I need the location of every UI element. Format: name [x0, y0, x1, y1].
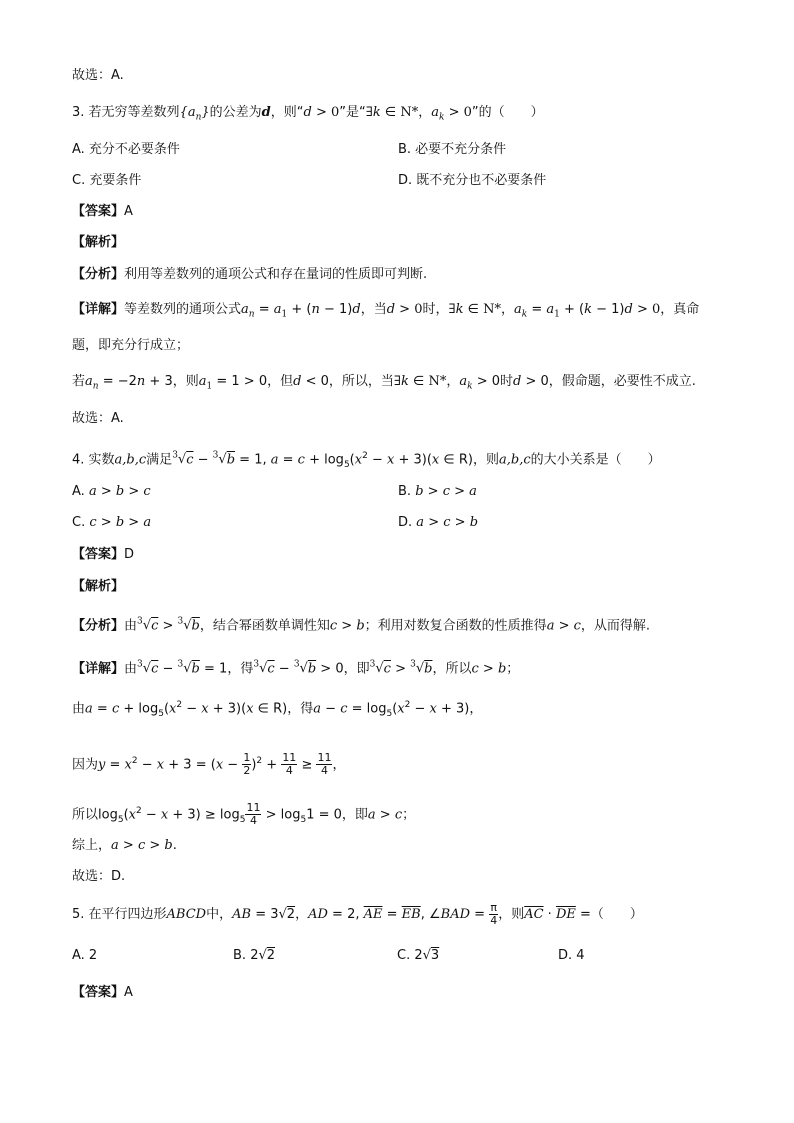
q4-option-c: C. c > b > a	[72, 515, 152, 530]
q3-detail-line2: 题，即充分行成立；	[72, 338, 190, 353]
q4-analysis-heading: 【解析】	[72, 579, 125, 594]
q4-answer: 【答案】D	[72, 547, 135, 562]
q3-answer: 【答案】A	[72, 204, 133, 219]
q4-detail-line2: 由$a = c + \log_5(x^2 - x + 3)(x$ ∈ R)，得$a - c = \log_5(x^2 - x + 3)$，	[72, 700, 483, 719]
q3-option-d: D. 既不充分也不必要条件	[398, 173, 547, 188]
q5-option-c: C. 2√3	[397, 948, 440, 963]
q4-option-b: B. b > c > a	[398, 484, 477, 499]
q5-option-b: B. 2√2	[233, 948, 276, 963]
q4-detail-line3: 因为$y = x^2 - x + 3 = (x$ − $\frac{1}{2}$ )$^2$ + $\frac{11}{4}$ ≥ $\frac{11}{4}$ ，	[72, 751, 346, 778]
q5-option-a: A. 2	[72, 948, 98, 963]
q4-detail-line5: 综上，a > c > b.	[72, 838, 177, 853]
q4-option-a: A. a > b > c	[72, 484, 151, 499]
q3-fenxi: 【分析】利用等差数列的通项公式和存在量词的性质即可判断.	[72, 267, 428, 282]
q5-stem: 5. 在平行四边形ABCD中，AB = 3√2，AD = 2, $\overline{AE} = \overline{EB}$, ∠BAD = $\frac{\pi}{4}$ ，则$\overline{AC} \cdot \overline{DE}$ =（ ）	[72, 901, 643, 927]
q3-option-b: B. 必要不充分条件	[398, 142, 507, 157]
q4-fenxi: 【分析】由$^3$√c > $^3$√b，结合幂函数单调性知c > b；利用对数复合函数的性质推得a > c，从而得解.	[72, 617, 651, 634]
q2-conclusion: 故选：A.	[72, 68, 124, 83]
q5-answer: 【答案】A	[72, 985, 133, 1000]
q4-detail-line4: 所以$\log_5(x^2 - x + 3) \ge \log_5$ $\frac{11}{4}$ > $\log_51 = 0$，即a > c；	[72, 801, 416, 828]
q4-stem: 4. 实数a,b,c满足$^3$√c − $^3$√b = 1, $a = c + \log_5(x^2 - x + 3)(x$ ∈ R)，则a,b,c的大小关系是（ ）	[72, 451, 661, 470]
q3-option-a: A. 充分不必要条件	[72, 142, 180, 157]
q4-conclusion: 故选：D.	[72, 869, 126, 884]
q5-option-d: D. 4	[558, 948, 585, 963]
q4-option-d: D. a > c > b	[398, 515, 479, 530]
q3-option-c: C. 充要条件	[72, 173, 142, 188]
q3-conclusion: 故选：A.	[72, 411, 124, 426]
q3-detail-line1: 【详解】等差数列的通项公式$a_n = a_1 + (n - 1)d$，当d > 0时，∃k ∈ N*，$a_k = a_1 + (k - 1)d > 0$，真命	[72, 302, 700, 320]
q3-detail-line3: 若$a_n = -2n + 3$，则$a_1 = 1 > 0$，但d < 0，所以，当∃k ∈ N*，$a_k > 0$时d > 0，假命题，必要性不成立.	[72, 374, 696, 392]
q3-analysis-heading: 【解析】	[72, 235, 125, 250]
q3-stem: 3. 若无穷等差数列$\{a_n\}$的公差为d，则“d > 0”是“∃k ∈ N*，$a_k > 0$”的（ ）	[72, 105, 544, 123]
q4-detail-line1: 【详解】由$^3$√c − $^3$√b = 1，得$^3$√c − $^3$√b > 0，即$^3$√c > $^3$√b，所以c > b；	[72, 660, 520, 677]
